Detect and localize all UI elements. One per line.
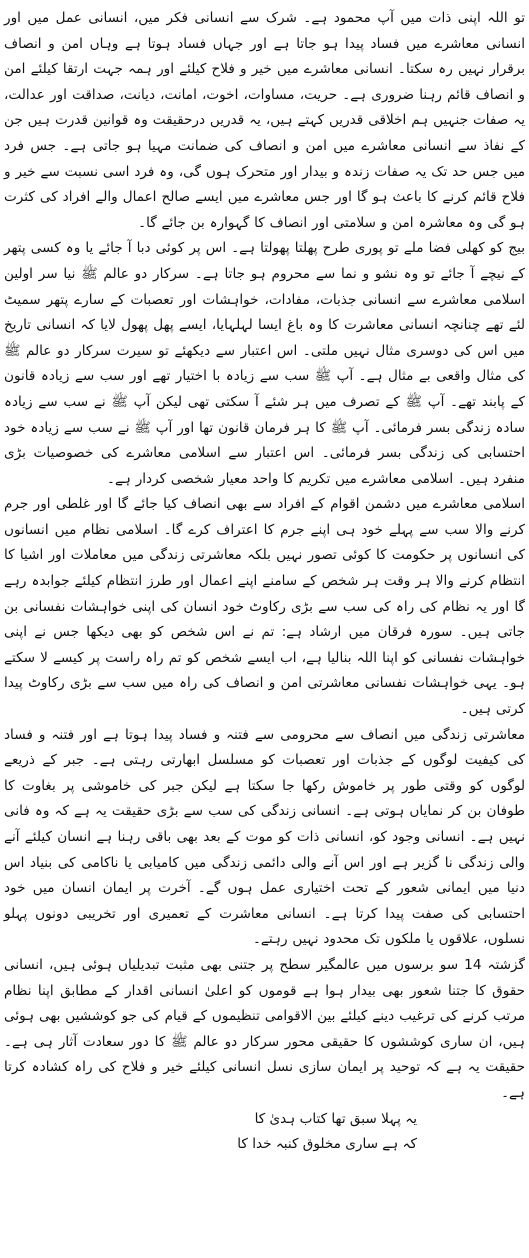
paragraph-1: تو اللہ اپنی ذات میں آپ محمود ہے۔ شرک سے انسانی فکر میں، انسانی عمل میں اور انسانی معاشرے میں فساد پیدا ہو جاتا ہے اور جہاں فساد ہوتا ہے وہاں امن و انصاف برقرار نہیں رہ سکتا۔ انسانی معاشرے میں خیر و فلاح کیلئے اور ہمہ جہت ارتقا کیلئے امن و انصاف قائم رہنا ضروری ہے۔ حریت، مساوات، اخوت، امانت، دیانت، صداقت اور عدالت، یہ صفات جنہیں ہم اخلاقی قدریں کہتے ہیں، یہ قدریں درحقیقت وہ قوانین قدرت ہیں جن کے نفاذ سے انسانی معاشرے میں امن و انصاف کی ضمانت مہیا ہو جاتی ہے۔ جس فرد میں جس حد تک یہ صفات زندہ و بیدار اور متحرک ہوں گی، وہ فرد اسی نسبت سے خیر و فلاح قائم کرنے کا باعث ہو گا اور جس معاشرے میں ایسے صالح اعمال والے افراد کی کثرت ہو گی وہ معاشرہ امن و سلامتی اور انصاف کا گہوارہ بن جائے گا۔ — [4, 10, 525, 231]
paragraph-4: معاشرتی زندگی میں انصاف سے محرومی سے فتنہ و فساد پیدا ہوتا ہے اور فتنہ و فساد کی کیفیت لوگوں کے جذبات اور تعصبات کو مسلسل ابھارتی رہتی ہے۔ جبر کے ذریعے لوگوں کو وقتی طور پر خاموش رکھا جا سکتا ہے لیکن جبر کی خاموشی پر بغاوت کا طوفان بن کر نمایاں ہوتی ہے۔ انسانی زندگی کی سب سے بڑی حقیقت یہ ہے کہ وہ فانی نہیں ہے۔ انسانی وجود کو، انسانی ذات کو موت کے بعد بھی باقی رہنا ہے انسان کیلئے آنے والی زندگی نا گزیر ہے اور اس آنے والی دائمی زندگی میں کامیابی یا ناکامی کی بنیاد اس دنیا میں ایمانی شعور کے تحت اختیاری عمل ہوں گے۔ آخرت پر ایمان انسان میں خود احتسابی کی صفت پیدا کرتا ہے۔ انسانی معاشرت کے تعمیری اور تخریبی دونوں پہلو نسلوں، علاقوں یا ملکوں تک محدود نہیں رہتے۔ — [4, 726, 525, 948]
paragraph-5: گزشتہ 14 سو برسوں میں عالمگیر سطح پر جتنی بھی مثبت تبدیلیاں ہوئی ہیں، انسانی حقوق کا جتنا شعور بھی بیدار ہوا ہے قوموں کو اعلیٰ انسانی اقدار کے مطابق اپنا نظام مرتب کرنے کی ترغیب دینے کیلئے بین الاقوامی تنظیموں کے قیام کی جو کوششیں بھی ہوئی ہیں، ان ساری کوششوں کا حقیقی محور سرکار دو عالم ﷺ کا دور سعادت آثار ہی ہے۔ حقیقت یہ ہے کہ توحید پر ایمان سازی نسل انسانی کیلئے خیر و فلاح کی راہ کشادہ کرتا ہے۔ — [4, 956, 525, 1101]
paragraph-2: بیج کو کھلی فضا ملے تو پوری طرح پھلتا پھولتا ہے۔ اس پر کوئی دبا آ جائے یا وہ کسی پتھر کے نیچے آ جائے تو وہ نشو و نما سے محروم ہو جاتا ہے۔ سرکار دو عالم ﷺ نیا سر اولین اسلامی معاشرے سے انسانی جذبات، مفادات، خواہشات اور تعصبات کے سارے پتھر سمیٹ لئے تھے چنانچہ انسانی معاشرت کا وہ باغ ایسا لہلہایا، ایسے پھل پھول لایا کہ انسانی تاریخ میں اس کی دوسری مثال نہیں ملتی۔ اس اعتبار سے دیکھئے تو سیرت سرکار دو عالم ﷺ کی مثال واقعی بے مثال ہے۔ آپ ﷺ سب سے زیادہ با اختیار تھے اور سب سے زیادہ قانون کے پابند تھے۔ آپ ﷺ کے تصرف میں ہر شئے آ سکتی تھی لیکن آپ ﷺ نے سب سے زیادہ سادہ زندگی بسر فرمائی۔ آپ ﷺ کا ہر فرمان قانون تھا اور آپ ﷺ نے سب سے زیادہ خود احتسابی کی زندگی بسر فرمائی۔ اس اعتبار سے اسلامی معاشرے کی خصوصیات بڑی منفرد ہیں۔ اسلامی معاشرے میں تکریم کا واحد معیار شخصی کردار ہے۔ — [4, 240, 525, 487]
paragraph-3: اسلامی معاشرے میں دشمن اقوام کے افراد سے بھی انصاف کیا جائے گا اور غلطی اور جرم کرنے والا سب سے پہلے خود ہی اپنے جرم کا اعتراف کرے گا۔ اسلامی نظام میں انسانوں کی انسانوں پر حکومت کا کوئی تصور نہیں بلکہ معاشرتی زندگی میں معاملات اور اشیا کا انتظام کرنے والا ہر وقت ہر شخص کے سامنے اپنے اعمال اور طرز انتظام کیلئے جوابدہ رہے گا اور یہ نظام کی راہ کی سب سے بڑی رکاوٹ خود انسان کی اپنی خواہشات نفسانی بن جاتی ہیں۔ سورہ فرقان میں ارشاد ہے: تم نے اس شخص کو بھی دیکھا جس نے اپنی خواہشات نفسانی کو اپنا اللہ بنالیا ہے، اب ایسے شخص کو تم راہ راست پر کیسے لا سکتے ہو۔ یہی خواہشات نفسانی معاشرتی امن و انصاف کی راہ میں سب سے بڑی رکاوٹ پیدا کرتی ہیں۔ — [4, 496, 525, 718]
verse-line-1: یہ پہلا سبق تھا کتاب ہدیٰ کا — [254, 1110, 417, 1127]
article-body — [4, 6, 525, 1158]
closing-verse — [4, 1107, 525, 1158]
verse-line-2: کہ ہے ساری مخلوق کنبہ خدا کا — [237, 1136, 417, 1153]
